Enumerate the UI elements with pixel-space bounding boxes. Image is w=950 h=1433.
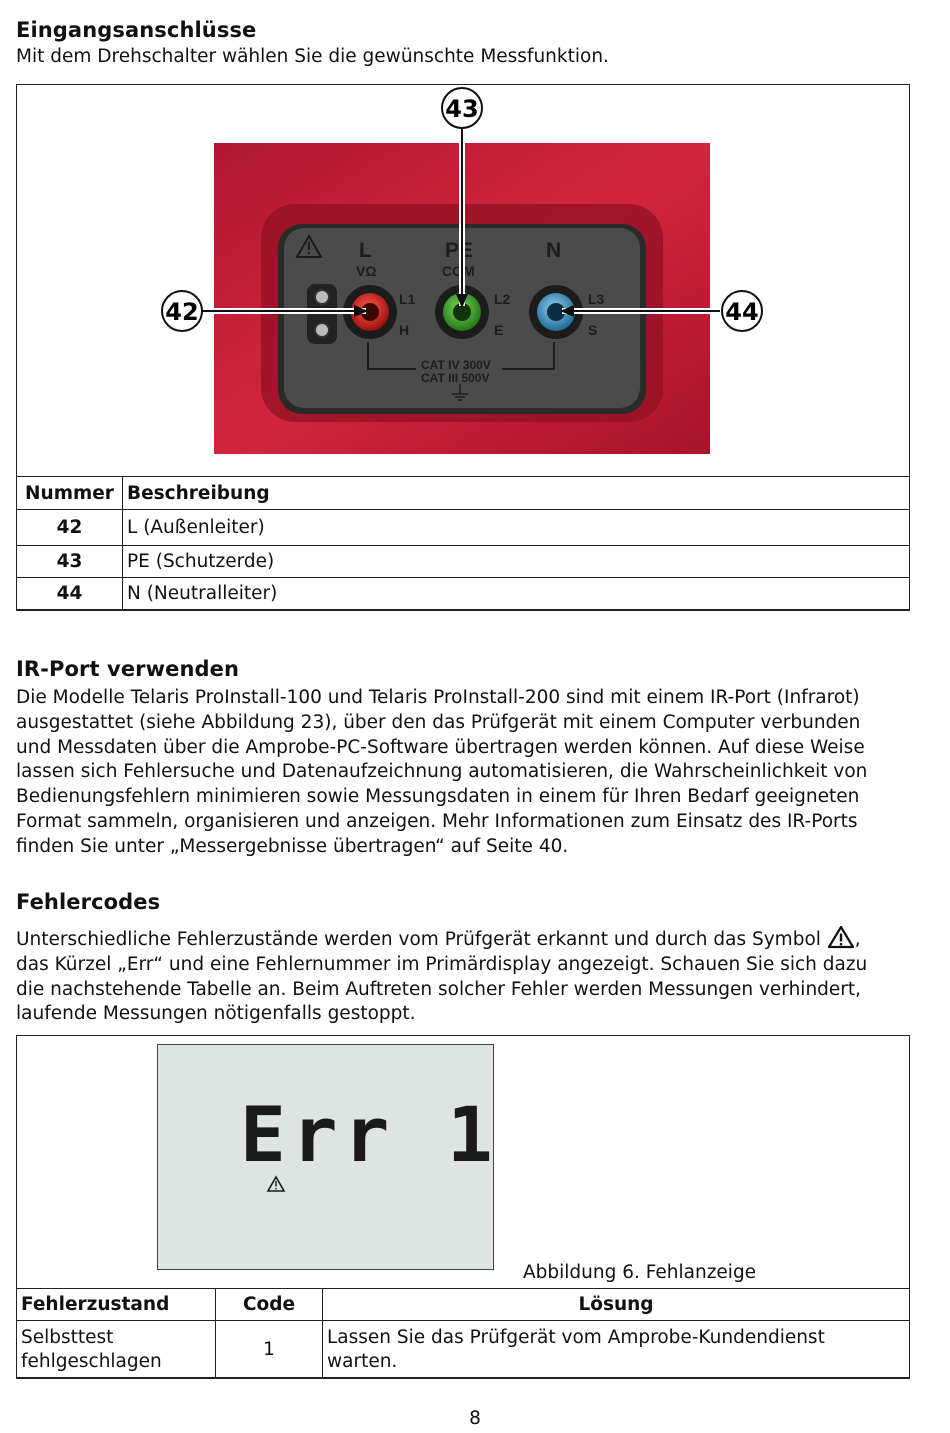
row-number: 44 bbox=[17, 578, 123, 610]
label-cat4: CAT IV 300V bbox=[421, 358, 491, 372]
label-l1: L1 bbox=[399, 291, 416, 307]
intro-text: Mit dem Drehschalter wählen Sie die gewünschte Messfunktion. bbox=[16, 46, 609, 67]
ir-port-paragraph bbox=[16, 686, 867, 860]
paragraph-line: laufende Messungen nötigenfalls gestoppt. bbox=[16, 1003, 416, 1025]
col-header-loesung: Lösung bbox=[323, 1289, 910, 1321]
row-condition: Selbsttest fehlgeschlagen bbox=[17, 1321, 216, 1379]
paragraph-line: Format sammeln, organisieren und anzeigen. Mehr Informationen zum Einsatz des IR-Ports bbox=[16, 810, 858, 832]
table-row bbox=[17, 578, 910, 610]
col-header-fehlerzustand: Fehlerzustand bbox=[17, 1289, 216, 1321]
label-cat3: CAT III 500V bbox=[421, 371, 490, 385]
row-code: 1 bbox=[216, 1321, 323, 1379]
paragraph-line: lassen sich Fehlersuche und Datenaufzeichnung automatisieren, die Wahrscheinlichkeit von bbox=[16, 761, 868, 783]
label-e: E bbox=[494, 322, 504, 338]
table-row bbox=[17, 510, 910, 546]
paragraph-line: Unterschiedliche Fehlerzustände werden vom Prüfgerät erkannt und durch das Symbol bbox=[16, 929, 821, 950]
table-row bbox=[17, 546, 910, 578]
row-solution: Lassen Sie das Prüfgerät vom Amprobe-Kundendienst warten. bbox=[323, 1321, 910, 1379]
paragraph-line: finden Sie unter „Messergebnisse übertragen“ auf Seite 40. bbox=[16, 835, 569, 857]
err-readout bbox=[158, 1045, 492, 1268]
warning-symbol-icon bbox=[827, 925, 855, 949]
lcd-warning-icon bbox=[268, 1177, 284, 1191]
row-number: 43 bbox=[17, 546, 123, 578]
paragraph-line: die nachstehende Tabelle an. Beim Auftreten solcher Fehler werden Messungen verhindert, bbox=[16, 978, 862, 1000]
input-terminals-figure bbox=[16, 84, 910, 476]
paragraph-line: Bedienungsfehlern minimieren sowie Messungsdaten in einem für Ihren Bedarf geeigneten bbox=[16, 786, 860, 808]
row-description: L (Außenleiter) bbox=[123, 510, 910, 546]
table-row bbox=[17, 1321, 910, 1379]
col-header-code: Code bbox=[216, 1289, 323, 1321]
paragraph-line: und Messdaten über die Amprobe-PC-Software übertragen werden können. Auf diese Weise bbox=[16, 736, 865, 758]
label-l2: L2 bbox=[494, 291, 511, 307]
label-vohm: VΩ bbox=[356, 263, 377, 279]
paragraph-line: ausgestattet (siehe Abbildung 23), über den das Prüfgerät mit einem Computer verbunden bbox=[16, 711, 861, 733]
figure-caption: Abbildung 6. Fehlanzeige bbox=[523, 1262, 757, 1283]
label-s: S bbox=[588, 322, 598, 338]
paragraph-line: Die Modelle Telaris ProInstall-100 und Telaris ProInstall-200 sind mit einem IR-Port (Infrarot) bbox=[16, 687, 860, 708]
paragraph-line: das Kürzel „Err“ und eine Fehlernummer im Primärdisplay angezeigt. Schauen Sie sich dazu bbox=[16, 953, 868, 975]
col-header-nummer: Nummer bbox=[17, 477, 123, 510]
lcd-display bbox=[157, 1044, 494, 1270]
heading-eingangsanschluesse: Eingangsanschlüsse bbox=[16, 18, 257, 42]
label-h: H bbox=[399, 322, 410, 338]
label-N: N bbox=[546, 239, 562, 262]
label-PE: PE bbox=[445, 239, 474, 262]
row-description: N (Neutralleiter) bbox=[123, 578, 910, 610]
callout-44: 44 bbox=[725, 298, 759, 326]
label-L: L bbox=[359, 239, 372, 262]
callout-43: 43 bbox=[445, 95, 479, 123]
page-number: 8 bbox=[469, 1408, 481, 1429]
label-com: COM bbox=[442, 263, 475, 279]
col-header-beschreibung: Beschreibung bbox=[123, 477, 910, 510]
fehlercodes-paragraph: Unterschiedliche Fehlerzustände werden vom Prüfgerät erkannt und durch das Symbol , das Kürzel „Err“ und eine Fehlernummer im Primärdisplay angezeigt. Schauen Sie sich dazu die nachstehende Tabelle an. Beim Auftreten solcher Fehler werden Messungen verhindert, laufende Messungen nötigenfalls gestoppt. bbox=[16, 925, 867, 1027]
heading-fehlercodes: Fehlercodes bbox=[16, 890, 161, 914]
terminal-table bbox=[16, 476, 910, 610]
err-display-text: Err 1 bbox=[240, 1090, 492, 1179]
callout-42: 42 bbox=[165, 298, 199, 326]
label-l3: L3 bbox=[588, 291, 605, 307]
row-description: PE (Schutzerde) bbox=[123, 546, 910, 578]
row-number: 42 bbox=[17, 510, 123, 546]
error-code-table bbox=[16, 1288, 910, 1379]
heading-ir-port: IR-Port verwenden bbox=[16, 657, 240, 681]
